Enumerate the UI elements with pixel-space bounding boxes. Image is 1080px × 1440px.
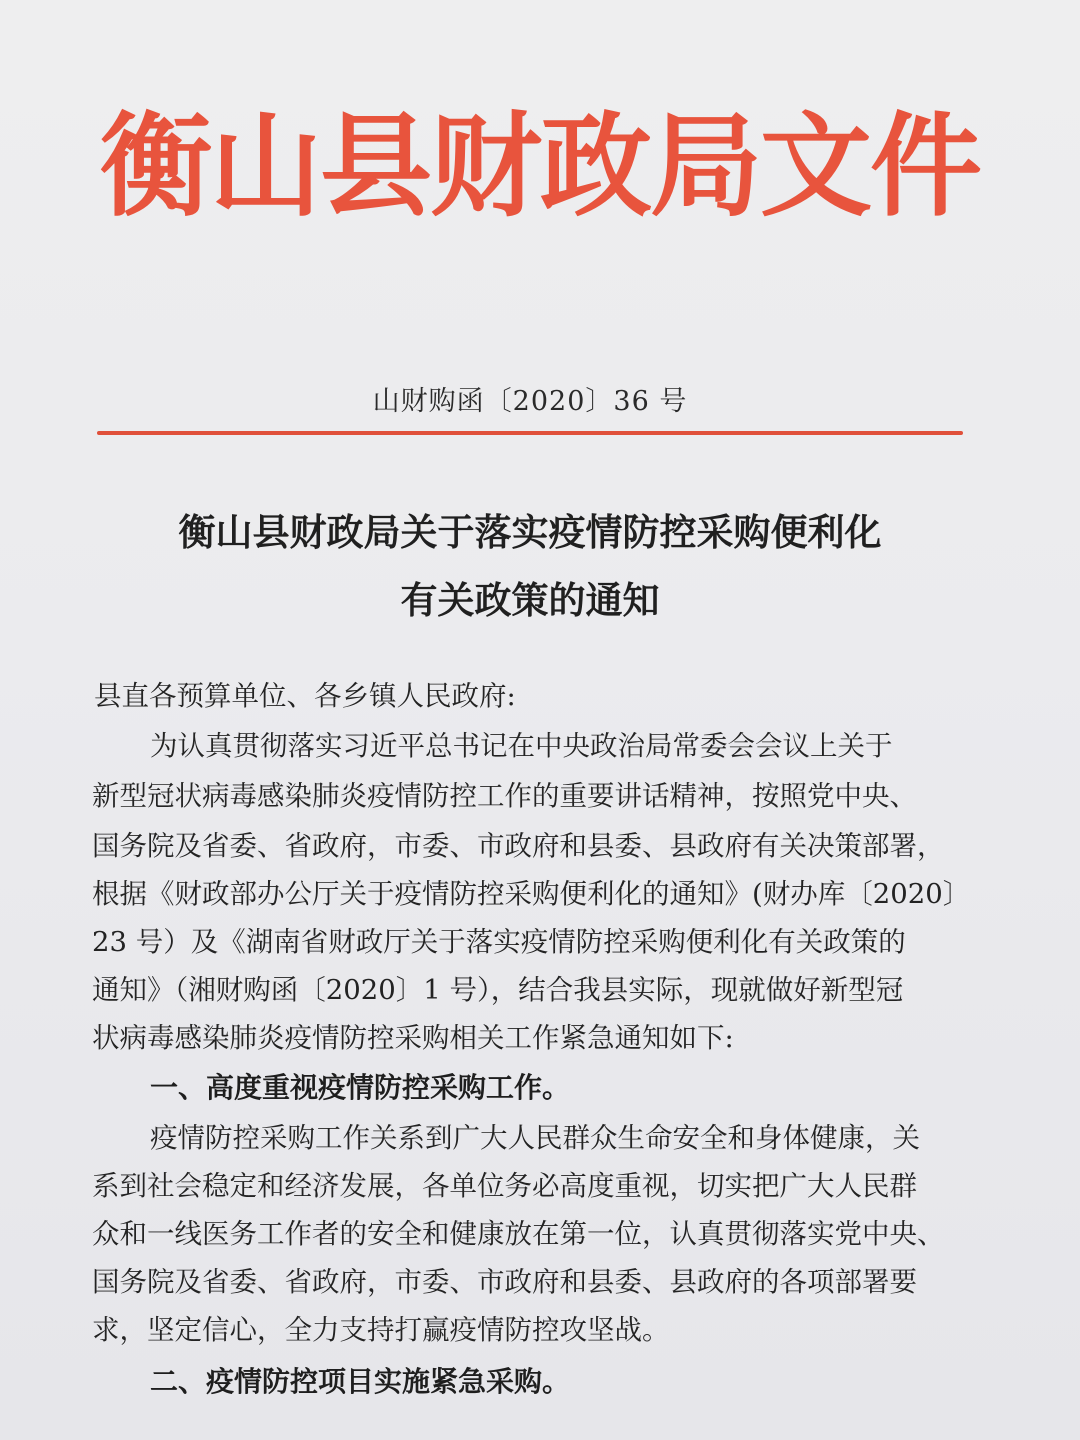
- addressee-line: 县直各预算单位、各乡镇人民政府:: [94, 680, 516, 712]
- intro-line: 新型冠状病毒感染肺炎疫情防控工作的重要讲话精神，按照党中央、: [92, 780, 917, 812]
- section-1-line: 疫情防控采购工作关系到广大人民群众生命安全和身体健康，关: [150, 1122, 920, 1154]
- issuing-authority-title: 衡山县财政局文件: [100, 102, 980, 232]
- section-1-line: 系到社会稳定和经济发展，各单位务必高度重视，切实把广大人民群: [92, 1170, 917, 1202]
- intro-line: 通知》（湘财购函〔2020〕1 号），结合我县实际，现就做好新型冠: [92, 974, 904, 1006]
- section-1-line: 众和一线医务工作者的安全和健康放在第一位，认真贯彻落实党中央、: [92, 1218, 945, 1250]
- section-1-line: 求，坚定信心，全力支持打赢疫情防控攻坚战。: [92, 1314, 670, 1346]
- section-1-line: 国务院及省委、省政府，市委、市政府和县委、县政府的各项部署要: [92, 1266, 917, 1298]
- red-divider-line: [97, 431, 963, 435]
- notice-title-line-1: 衡山县财政局关于落实疫情防控采购便利化: [178, 511, 882, 554]
- document-number: 山财购函〔2020〕36 号: [372, 386, 688, 417]
- intro-line: 为认真贯彻落实习近平总书记在中央政治局常委会会议上关于: [150, 730, 893, 762]
- intro-line: 23 号）及《湖南省财政厅关于落实疫情防控采购便利化有关政策的: [92, 926, 906, 958]
- notice-title-line-2: 有关政策的通知: [400, 579, 660, 622]
- intro-line: 国务院及省委、省政府，市委、市政府和县委、县政府有关决策部署，: [92, 830, 945, 862]
- section-1-heading: 一、高度重视疫情防控采购工作。: [150, 1071, 571, 1104]
- section-2-heading: 二、疫情防控项目实施紧急采购。: [150, 1365, 571, 1398]
- intro-line: 状病毒感染肺炎疫情防控采购相关工作紧急通知如下:: [92, 1022, 734, 1054]
- intro-line: 根据《财政部办公厅关于疫情防控采购便利化的通知》(财办库〔2020〕: [92, 878, 971, 910]
